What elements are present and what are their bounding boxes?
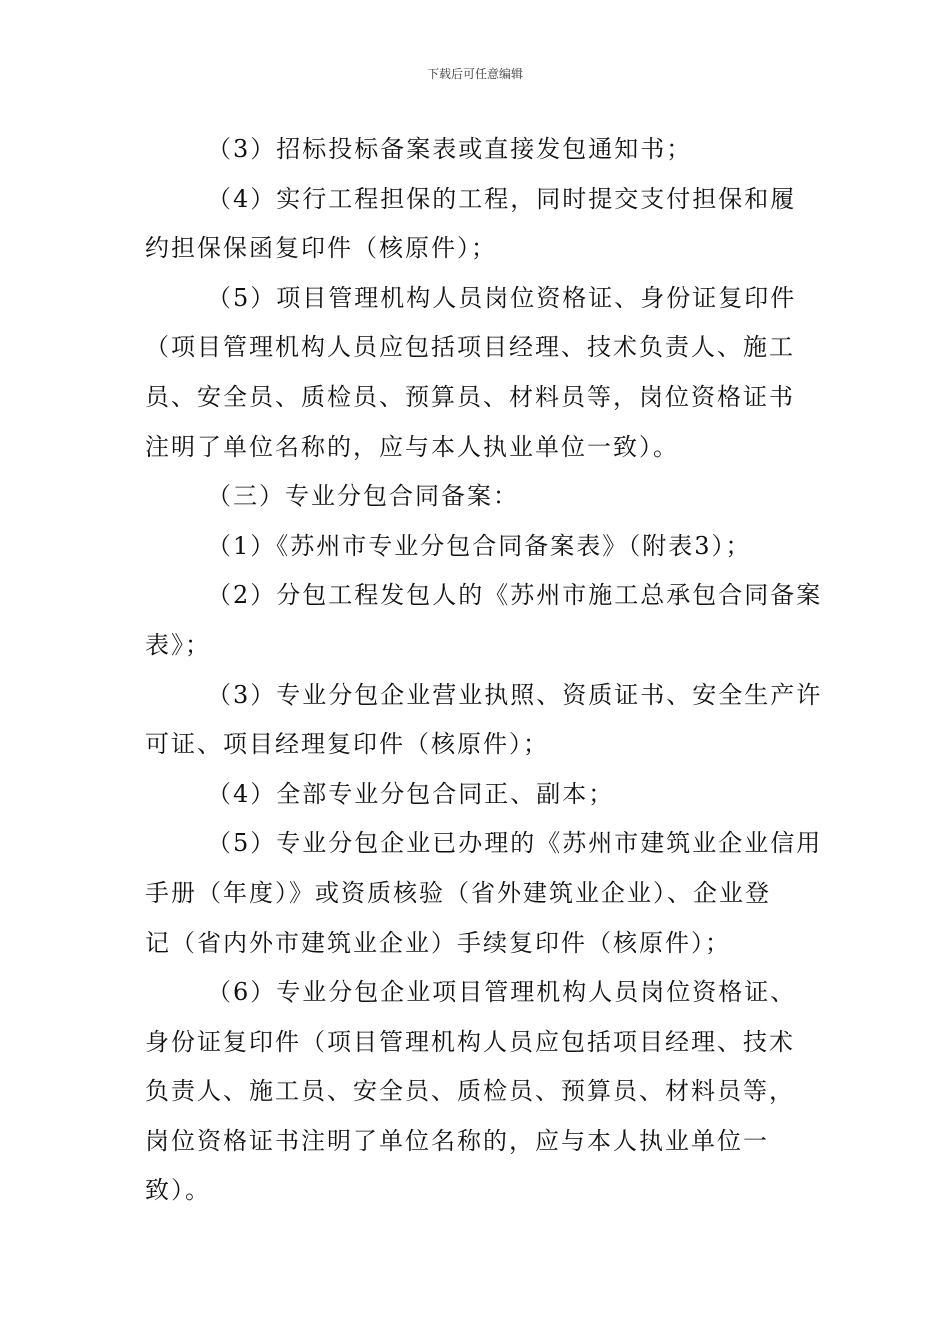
text-line: （1）《苏州市专业分包合同备案表》（附表3）； (207, 531, 752, 560)
text-line: （5）专业分包企业已办理的《苏州市建筑业企业信用 (207, 829, 823, 858)
text-line: （6）专业分包企业项目管理机构人员岗位资格证、 (207, 978, 797, 1007)
text-line: （2）分包工程发包人的《苏州市施工总承包合同备案 (207, 581, 823, 610)
text-line: （5）项目管理机构人员岗位资格证、身份证复印件 (207, 283, 797, 312)
text-line: 约担保保函复印件（核原件）； (145, 234, 497, 263)
text-line: 岗位资格证书注明了单位名称的，应与本人执业单位一 (145, 1126, 769, 1155)
text-line: （3）专业分包企业营业执照、资质证书、安全生产许 (207, 680, 823, 709)
text-line: 手册（年度）》或资质核验（省外建筑业企业）、企业登 (145, 878, 771, 907)
text-line: 员、安全员、质检员、预算员、材料员等，岗位资格证书 (145, 382, 795, 411)
text-line: 致）。 (145, 1176, 211, 1205)
text-line: （项目管理机构人员应包括项目经理、技术负责人、施工 (145, 333, 795, 362)
text-line: （3）招标投标备案表或直接发包通知书； (207, 135, 693, 163)
header-note: 下载后可任意编辑 (426, 67, 523, 81)
text-line: （4）实行工程担保的工程，同时提交支付担保和履 (207, 184, 797, 213)
text-line: 身份证复印件（项目管理机构人员应包括项目经理、技术 (145, 1027, 795, 1056)
text-line: 记（省内外市建筑业企业）手续复印件（核原件）； (145, 928, 731, 957)
text-line: 负责人、施工员、安全员、质检员、预算员、材料员等， (145, 1077, 795, 1106)
text-line: （4）全部专业分包合同正、副本； (207, 779, 615, 808)
text-line: 表》； (145, 630, 211, 659)
text-line: （三）专业分包合同备案： (207, 482, 519, 511)
text-line: 可证、项目经理复印件（核原件）； (145, 730, 549, 759)
document-body (145, 125, 823, 1216)
text-line: 注明了单位名称的，应与本人执业单位一致）。 (145, 432, 679, 461)
